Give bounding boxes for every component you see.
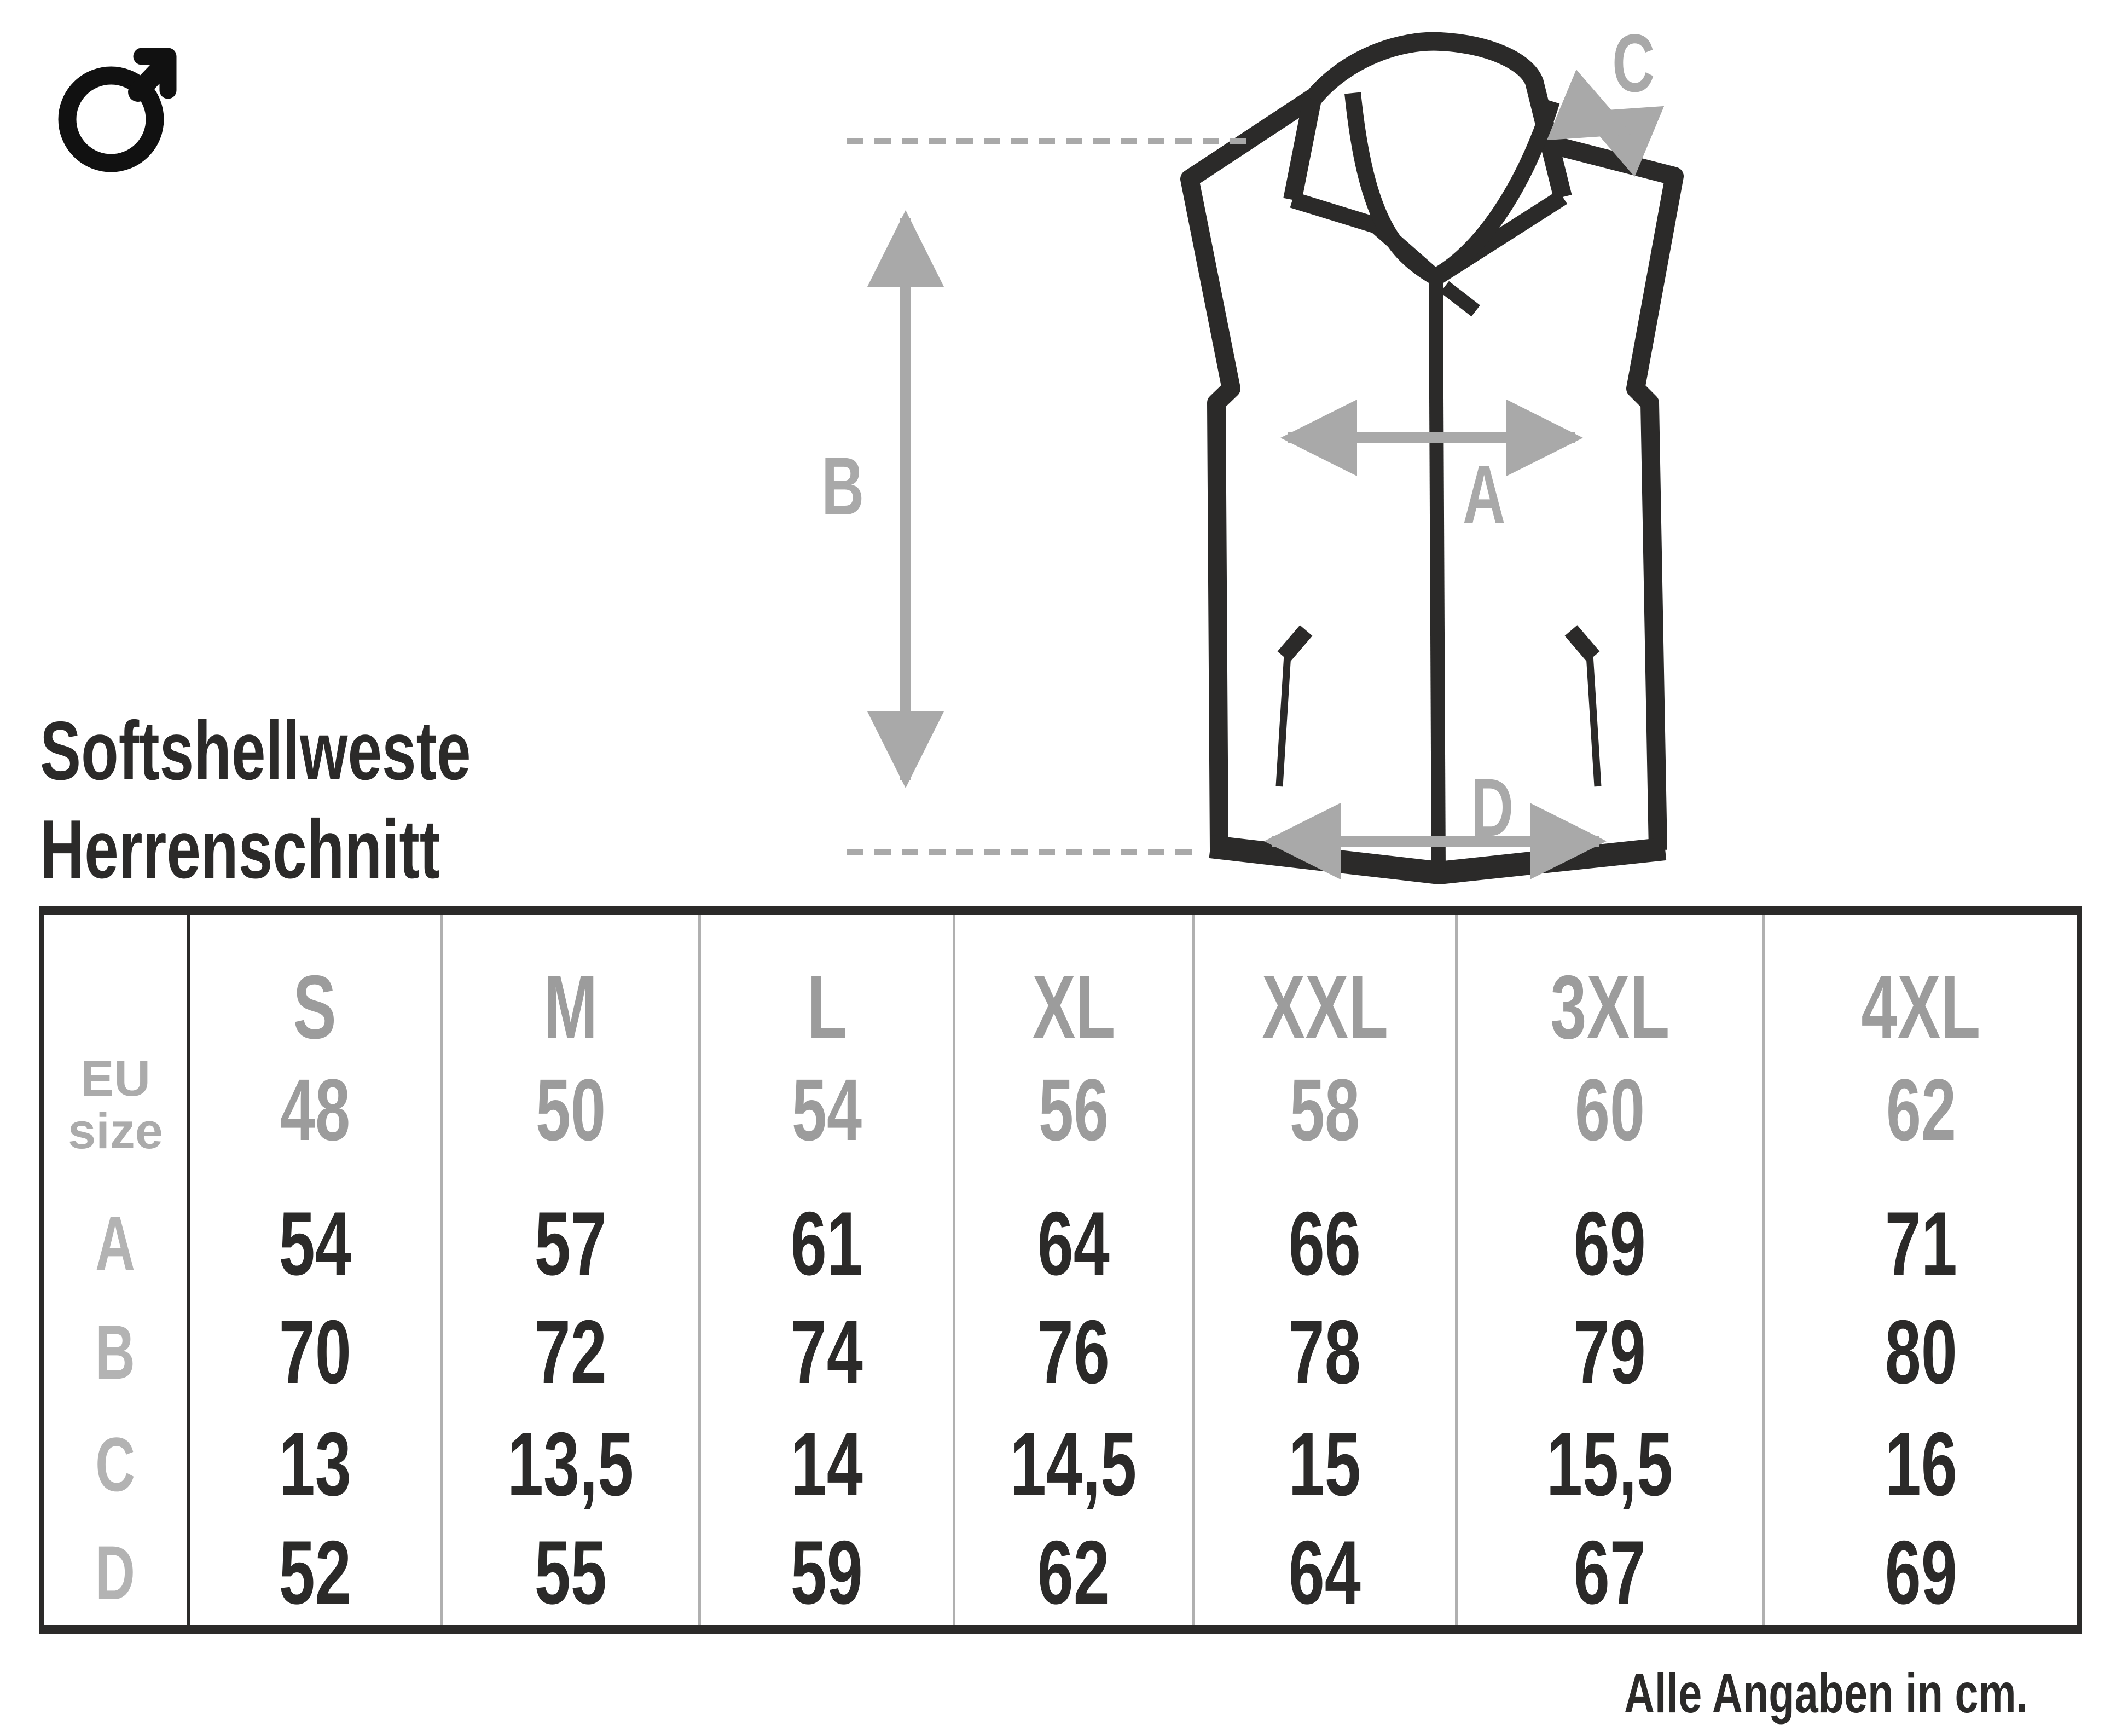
value-b-l: 74 bbox=[701, 1296, 955, 1408]
vest-zipper-pull bbox=[1445, 287, 1476, 311]
column-header-3xl: 3XL 60 bbox=[1458, 915, 1765, 1191]
value-c-s: 13 bbox=[190, 1408, 443, 1520]
value-d-s: 52 bbox=[190, 1520, 443, 1625]
value-b-m: 72 bbox=[443, 1296, 701, 1408]
value-b-4xl: 80 bbox=[1885, 1301, 1957, 1402]
value-a-m: 57 bbox=[443, 1191, 701, 1296]
vest-neck-opening bbox=[1353, 93, 1552, 277]
value-d-xxl: 64 bbox=[1195, 1520, 1458, 1625]
value-c-xl: 14,5 bbox=[955, 1408, 1195, 1520]
measure-label-a: A bbox=[1462, 448, 1505, 540]
units-note: Alle Angaben in cm. bbox=[1624, 1662, 2028, 1725]
value-a-s: 54 bbox=[190, 1191, 443, 1296]
value-d-4xl: 69 bbox=[1885, 1522, 1957, 1623]
value-c-4xl: 16 bbox=[1885, 1414, 1957, 1514]
value-c-m: 13,5 bbox=[443, 1408, 701, 1520]
measure-label-d: D bbox=[1470, 761, 1514, 853]
table-corner-eu-size: EU size bbox=[44, 915, 190, 1191]
male-icon bbox=[67, 56, 168, 163]
value-d-3xl: 67 bbox=[1458, 1520, 1765, 1625]
title-line-1: Softshellweste bbox=[40, 704, 471, 797]
vest-left-pocket-tip bbox=[1284, 630, 1306, 657]
column-header-l: L 54 bbox=[701, 915, 955, 1191]
value-d-xl: 62 bbox=[955, 1520, 1195, 1625]
column-header-xl: XL 56 bbox=[955, 915, 1195, 1191]
title-line-2: Herrenschnitt bbox=[40, 803, 440, 896]
row-label-d: D bbox=[44, 1520, 190, 1625]
value-c-xxl: 15 bbox=[1195, 1408, 1458, 1520]
row-label-c: C bbox=[44, 1408, 190, 1520]
value-b-xxl: 78 bbox=[1195, 1296, 1458, 1408]
value-c-l: 14 bbox=[701, 1408, 955, 1520]
value-a-3xl: 69 bbox=[1458, 1191, 1765, 1296]
measure-label-c: C bbox=[1611, 17, 1655, 109]
vest-left-pocket bbox=[1279, 655, 1288, 786]
column-header-4xl: 4XL 62 bbox=[1861, 957, 1981, 1159]
value-a-4xl: 71 bbox=[1885, 1193, 1957, 1294]
column-header-xxl: XXL 58 bbox=[1195, 915, 1458, 1191]
value-a-xxl: 66 bbox=[1195, 1191, 1458, 1296]
column-header-s: S 48 bbox=[190, 915, 443, 1191]
row-label-b: B bbox=[44, 1296, 190, 1408]
value-d-m: 55 bbox=[443, 1520, 701, 1625]
value-b-s: 70 bbox=[190, 1296, 443, 1408]
vest-right-side bbox=[1553, 145, 1674, 850]
value-b-xl: 76 bbox=[955, 1296, 1195, 1408]
vest-right-pocket-tip bbox=[1571, 630, 1593, 657]
value-c-3xl: 15,5 bbox=[1458, 1408, 1765, 1520]
arrow-c-shoulder bbox=[1586, 115, 1625, 131]
value-d-l: 59 bbox=[701, 1520, 955, 1625]
size-table bbox=[39, 906, 2082, 1634]
value-b-3xl: 79 bbox=[1458, 1296, 1765, 1408]
column-header-m: M 50 bbox=[443, 915, 701, 1191]
vest-right-pocket bbox=[1590, 655, 1598, 786]
measure-label-b: B bbox=[821, 440, 864, 532]
row-label-a: A bbox=[44, 1191, 190, 1296]
page-title bbox=[40, 702, 622, 899]
vest-left-side bbox=[1190, 97, 1313, 849]
value-a-l: 61 bbox=[701, 1191, 955, 1296]
value-a-xl: 64 bbox=[955, 1191, 1195, 1296]
